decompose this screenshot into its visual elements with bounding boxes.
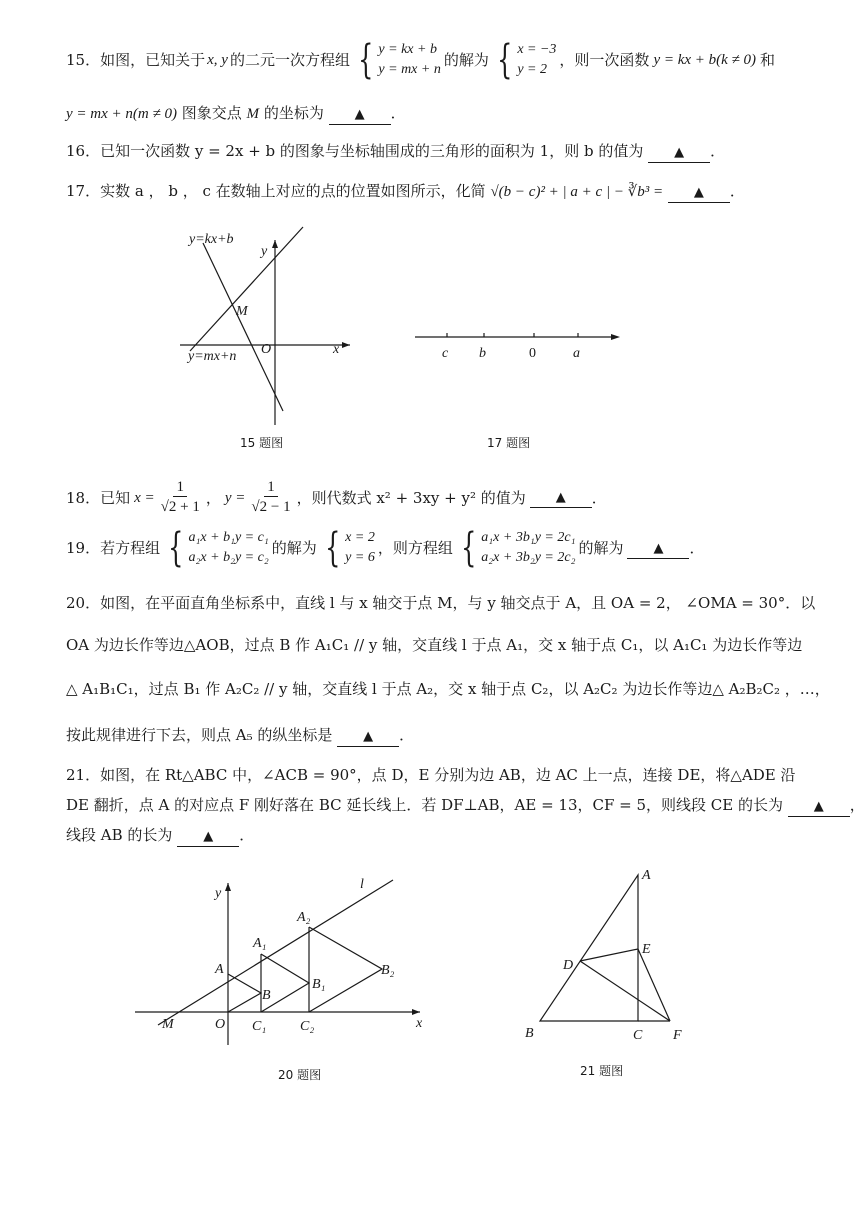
answer-blank-ce[interactable] xyxy=(788,796,850,817)
q18-text-b: ，则代数式 x² + 3xy + y² 的值为 xyxy=(296,488,526,507)
period: ． xyxy=(239,826,255,844)
answer-triangle-icon: ▲ xyxy=(363,729,374,744)
q15-line2 xyxy=(66,102,406,125)
q17-line xyxy=(66,180,745,203)
label-D: D xyxy=(563,958,574,973)
number-line-arrow-icon xyxy=(611,334,620,340)
answer-triangle-icon: ▲ xyxy=(674,145,685,160)
q19-line xyxy=(66,525,705,571)
q20-line3: △ A₁B₁C₁，过点 B₁ 作 A₂C₂ // y 轴，交直线 l 于点 A₂，交 x 轴于点 C₂，以 A₂C₂ 为边长作等边△ A₂B₂C₂ ，…， xyxy=(66,680,830,698)
y-axis-arrow-icon xyxy=(225,883,231,891)
q15-line2-tail: 的坐标为 xyxy=(263,104,324,122)
question-number: 15． xyxy=(66,51,101,69)
label-A: A xyxy=(642,868,651,883)
q15-solution: { x = −3 y = 2 xyxy=(496,37,557,83)
q21-line3-text: 线段 AB 的长为 xyxy=(66,826,173,844)
q15-vars: x, y xyxy=(207,52,228,68)
q18-x-fraction xyxy=(158,478,203,517)
label-c: c xyxy=(442,346,449,361)
q15-equation-system: { y = kx + b y = mx + n xyxy=(358,37,441,83)
q17-text: 17．实数 a ， b ， c 在数轴上对应的点的位置如图所示，化简 xyxy=(66,182,486,200)
answer-triangle-icon: ▲ xyxy=(653,540,664,556)
x-axis-arrow-icon xyxy=(412,1009,420,1015)
label-A1: A₁ xyxy=(253,936,267,951)
q19-sys2-eq2: a₂x + 3b₂y = 2c₂ xyxy=(481,550,576,565)
period: ． xyxy=(399,726,415,744)
q18-text-a: 18．已知 xyxy=(66,488,131,507)
period: ． xyxy=(729,182,745,200)
q20-line1: 20．如图，在平面直角坐标系中，直线 l 与 x 轴交于点 M，与 y 轴交点于 A，且 OA = 2， ∠OMA = 30°．以 xyxy=(66,594,816,612)
q15-text-c: 的解为 xyxy=(443,51,489,69)
label-l: l xyxy=(360,877,364,892)
label-y-mx-n: y=mx+n xyxy=(188,349,237,364)
triangle-AOB xyxy=(228,974,261,1012)
fraction-numerator: 1 xyxy=(173,478,187,497)
label-B2: B₂ xyxy=(381,963,395,978)
figure-17-caption: 17 题图 xyxy=(487,436,531,450)
figure-15-caption: 15 题图 xyxy=(240,436,284,450)
y-axis-arrow-icon xyxy=(272,240,278,248)
label-C1: C₁ xyxy=(252,1019,267,1034)
segment-DE xyxy=(580,949,638,961)
triangle-A2B2C2 xyxy=(309,927,382,1012)
q15-eq1: y = kx + b xyxy=(378,42,437,57)
q21-line1: 21．如图，在 Rt△ABC 中，∠ACB = 90°，点 D，E 分别为边 AB，边 AC 上一点，连接 DE，将△ADE 沿 xyxy=(66,766,796,784)
label-A2: A₂ xyxy=(297,910,311,925)
label-A: A xyxy=(215,962,224,977)
label-C: C xyxy=(633,1028,643,1043)
fraction-numerator: 1 xyxy=(264,478,278,497)
answer-triangle-icon: ▲ xyxy=(354,107,365,122)
q18-y-lhs: y = xyxy=(224,489,246,506)
q16-text: 16．已知一次函数 y = 2x + b 的图象与坐标轴围成的三角形的面积为 1，则 b 的值为 xyxy=(66,142,644,160)
q15-sol1: x = −3 xyxy=(517,42,557,57)
q21-line3 xyxy=(66,824,254,847)
q19-sol1: x = 2 xyxy=(345,530,375,545)
figure-21 xyxy=(520,865,700,1045)
q19-solution: { x = 2 y = 6 xyxy=(324,525,375,571)
q19-system-2: { a₁x + 3b₁y = 2c₁ a₂x + 3b₂y = 2c₂ xyxy=(460,525,576,571)
period: ． xyxy=(689,539,705,557)
label-C2: C₂ xyxy=(300,1019,315,1034)
q15-line2-text: 图象交点 xyxy=(181,104,242,122)
label-y: y xyxy=(261,244,268,259)
q15-line1 xyxy=(66,37,776,83)
figure-20 xyxy=(135,875,435,1045)
label-B: B xyxy=(525,1026,534,1041)
period: ． xyxy=(591,488,607,507)
q20-line4-text: 按此规律进行下去，则点 A₅ 的纵坐标是 xyxy=(66,726,333,744)
x-axis-arrow-icon xyxy=(342,342,350,348)
triangle-ABC xyxy=(540,875,638,1021)
label-y: y xyxy=(215,886,222,901)
period: ． xyxy=(710,142,726,160)
label-M: M xyxy=(236,304,248,319)
label-x: x xyxy=(416,1016,423,1031)
label-F: F xyxy=(673,1028,682,1043)
q18-y-fraction xyxy=(248,478,293,517)
label-O: O xyxy=(261,342,272,357)
line-kx-b xyxy=(203,243,283,411)
fraction-denominator: √2 + 1 xyxy=(160,499,200,515)
q18-line xyxy=(66,478,607,517)
q15-sol2: y = 2 xyxy=(517,62,547,77)
q19-sys2-eq1: a₁x + 3b₁y = 2c₁ xyxy=(481,530,576,545)
q19-text-a: 19．若方程组 xyxy=(66,539,161,557)
q18-x-lhs: x = xyxy=(134,489,155,506)
q20-line2: OA 为边长作等边△AOB，过点 B 作 A₁C₁ // y 轴，交直线 l 于点 A₁，交 x 轴于点 C₁，以 A₁C₁ 为边长作等边 xyxy=(66,636,803,654)
figure-17-number-line xyxy=(410,325,630,365)
q19-text-b: 的解为 xyxy=(271,539,317,557)
label-0: 0 xyxy=(529,346,536,361)
q20-line4 xyxy=(66,724,414,747)
q15-eq2: y = mx + n xyxy=(378,62,441,77)
answer-blank[interactable] xyxy=(627,538,689,559)
q19-sys1-eq1: a₁x + b₁y = c₁ xyxy=(188,530,269,545)
answer-blank[interactable] xyxy=(337,726,399,747)
answer-blank[interactable] xyxy=(329,104,391,125)
comma: ， xyxy=(849,796,865,814)
answer-triangle-icon: ▲ xyxy=(555,490,566,505)
q19-sol2: y = 6 xyxy=(345,550,375,565)
comma: ， xyxy=(205,488,221,507)
label-y-kx-b: y=kx+b xyxy=(189,232,234,247)
label-b: b xyxy=(479,346,486,361)
q15-point-M: M xyxy=(246,106,260,122)
answer-triangle-icon: ▲ xyxy=(813,799,824,814)
q21-line2-text: DE 翻折，点 A 的对应点 F 刚好落在 BC 延长线上．若 DF⊥AB，AE = 13，CF = 5，则线段 CE 的长为 xyxy=(66,796,784,814)
q15-line2-func: y = mx + n(m ≠ 0) xyxy=(66,106,177,122)
q19-text-c: ，则方程组 xyxy=(377,539,453,557)
fraction-denominator: √2 − 1 xyxy=(251,499,291,515)
answer-triangle-icon: ▲ xyxy=(203,829,214,844)
q15-text-b: 的二元一次方程组 xyxy=(229,51,350,69)
answer-blank[interactable] xyxy=(530,487,592,508)
q15-text-a: 如图，已知关于 xyxy=(100,51,206,69)
q19-sys1-eq2: a₂x + b₂y = c₂ xyxy=(188,550,269,565)
answer-blank[interactable] xyxy=(668,182,730,203)
figure-21-caption: 21 题图 xyxy=(580,1064,624,1078)
label-B: B xyxy=(262,988,271,1003)
figure-20-caption: 20 题图 xyxy=(278,1068,322,1082)
figure-15 xyxy=(175,225,375,425)
period: ． xyxy=(390,104,406,122)
triangle-A1B1C1 xyxy=(261,954,309,1012)
answer-blank-ab[interactable] xyxy=(177,826,239,847)
q19-system-1: { a₁x + b₁y = c₁ a₂x + b₂y = c₂ xyxy=(168,525,269,571)
q15-func: y = kx + b(k ≠ 0) xyxy=(653,52,757,68)
q19-text-d: 的解为 xyxy=(578,539,624,557)
q17-expression: √(b − c)² + | a + c | − ∛b³ = xyxy=(490,184,664,200)
label-a: a xyxy=(573,346,580,361)
label-O: O xyxy=(215,1017,226,1032)
label-x: x xyxy=(333,342,340,357)
answer-blank[interactable] xyxy=(648,142,710,163)
label-M: M xyxy=(162,1017,174,1032)
label-B1: B₁ xyxy=(312,977,326,992)
answer-triangle-icon: ▲ xyxy=(693,185,704,200)
q21-line2 xyxy=(66,794,865,817)
q15-text-d: ，则一次函数 xyxy=(559,51,650,69)
q16-line xyxy=(66,140,725,163)
q15-text-e: 和 xyxy=(760,51,776,69)
label-E: E xyxy=(642,942,651,957)
